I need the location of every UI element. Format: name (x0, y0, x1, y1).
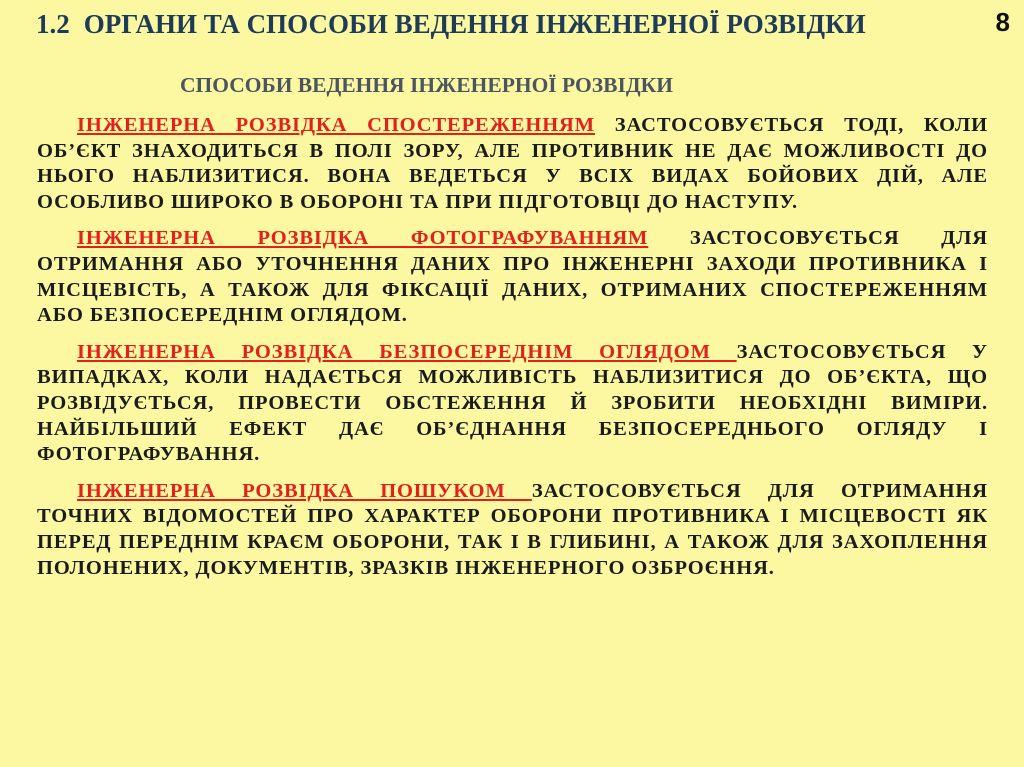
term-photography: ІНЖЕНЕРНА РОЗВІДКА ФОТОГРАФУВАННЯМ (77, 227, 649, 250)
term-observation: ІНЖЕНЕРНА РОЗВІДКА СПОСТЕРЕЖЕННЯМ (77, 114, 595, 136)
section-number: 1.2 (36, 9, 70, 39)
term-search: ІНЖЕНЕРНА РОЗВІДКА ПОШУКОМ (77, 479, 532, 502)
page-number: 8 (995, 7, 1010, 37)
paragraph-text: ЗАСТОСОВУЄТЬСЯ У ВИПАДКАХ, КОЛИ НАДАЄТЬСЯ МОЖЛИВІСТЬ НАБЛИЗИТИСЯ ДО ОБ’ЄКТА, ЩО РОЗВІДУЄТЬСЯ, ПРОВЕСТИ ОБСТЕЖЕННЯ Й ЗРОБИТИ НЕОБХІДНІ ВИМІРИ. НАЙБІЛЬШИЙ ЕФЕКТ ДАЄ ОБ’ЄДНАННЯ БЕЗПОСЕРЕДНЬОГО ОГЛЯДУ І ФОТОГРАФУВАННЯ. (37, 340, 988, 466)
slide-subtitle: СПОСОБИ ВЕДЕННЯ ІНЖЕНЕРНОЇ РОЗВІДКИ (180, 73, 673, 97)
slide-title (36, 6, 976, 42)
paragraph-direct-inspection (37, 340, 988, 468)
paragraph-text: ЗАСТОСОВУЄТЬСЯ ДЛЯ ОТРИМАННЯ ТОЧНИХ ВІДОМОСТЕЙ ПРО ХАРАКТЕР ОБОРОНИ ПРОТИВНИКА І МІСЦЕВОСТІ ЯК ПЕРЕД ПЕРЕДНІМ КРАЄМ ОБОРОНИ, ТАК І В ГЛИБИНІ, А ТАКОЖ ДЛЯ ЗАХОПЛЕННЯ ПОЛОНЕНИХ, ДОКУМЕНТІВ, ЗРАЗКІВ ІНЖЕНЕРНОГО ОЗБРОЄННЯ. (37, 479, 988, 579)
paragraph-text: ЗАСТОСОВУЄТЬСЯ ТОДІ, КОЛИ ОБ’ЄКТ ЗНАХОДИТЬСЯ В ПОЛІ ЗОРУ, АЛЕ ПРОТИВНИК НЕ ДАЄ МОЖЛИВОСТІ ДО НЬОГО НАБЛИЗИТИСЯ. ВОНА ВЕДЕТЬСЯ У ВСІХ ВИДАХ БОЙОВИХ ДІЙ, АЛЕ ОСОБЛИВО ШИРОКО В ОБОРОНІ ТА ПРИ ПІДГОТОВЦІ ДО НАСТУПУ. (37, 114, 988, 213)
paragraph-text: ЗАСТОСОВУЄТЬСЯ ДЛЯ ОТРИМАННЯ АБО УТОЧНЕННЯ ДАНИХ ПРО ІНЖЕНЕРНІ ЗАХОДИ ПРОТИВНИКА І МІСЦЕВІСТЬ, А ТАКОЖ ДЛЯ ФІКСАЦІЇ ДАНИХ, ОТРИМАНИХ СПОСТЕРЕЖЕННЯМ АБО БЕЗПОСЕРЕДНІМ ОГЛЯДОМ. (37, 227, 988, 327)
content-body (37, 113, 988, 592)
term-direct-inspection: ІНЖЕНЕРНА РОЗВІДКА БЕЗПОСЕРЕДНІМ ОГЛЯДОМ (77, 340, 737, 363)
title-text: ОРГАНИ ТА СПОСОБИ ВЕДЕННЯ ІНЖЕНЕРНОЇ РОЗВІДКИ (83, 9, 866, 39)
paragraph-search (37, 479, 988, 581)
paragraph-photography (37, 226, 988, 328)
paragraph-observation (37, 113, 988, 215)
